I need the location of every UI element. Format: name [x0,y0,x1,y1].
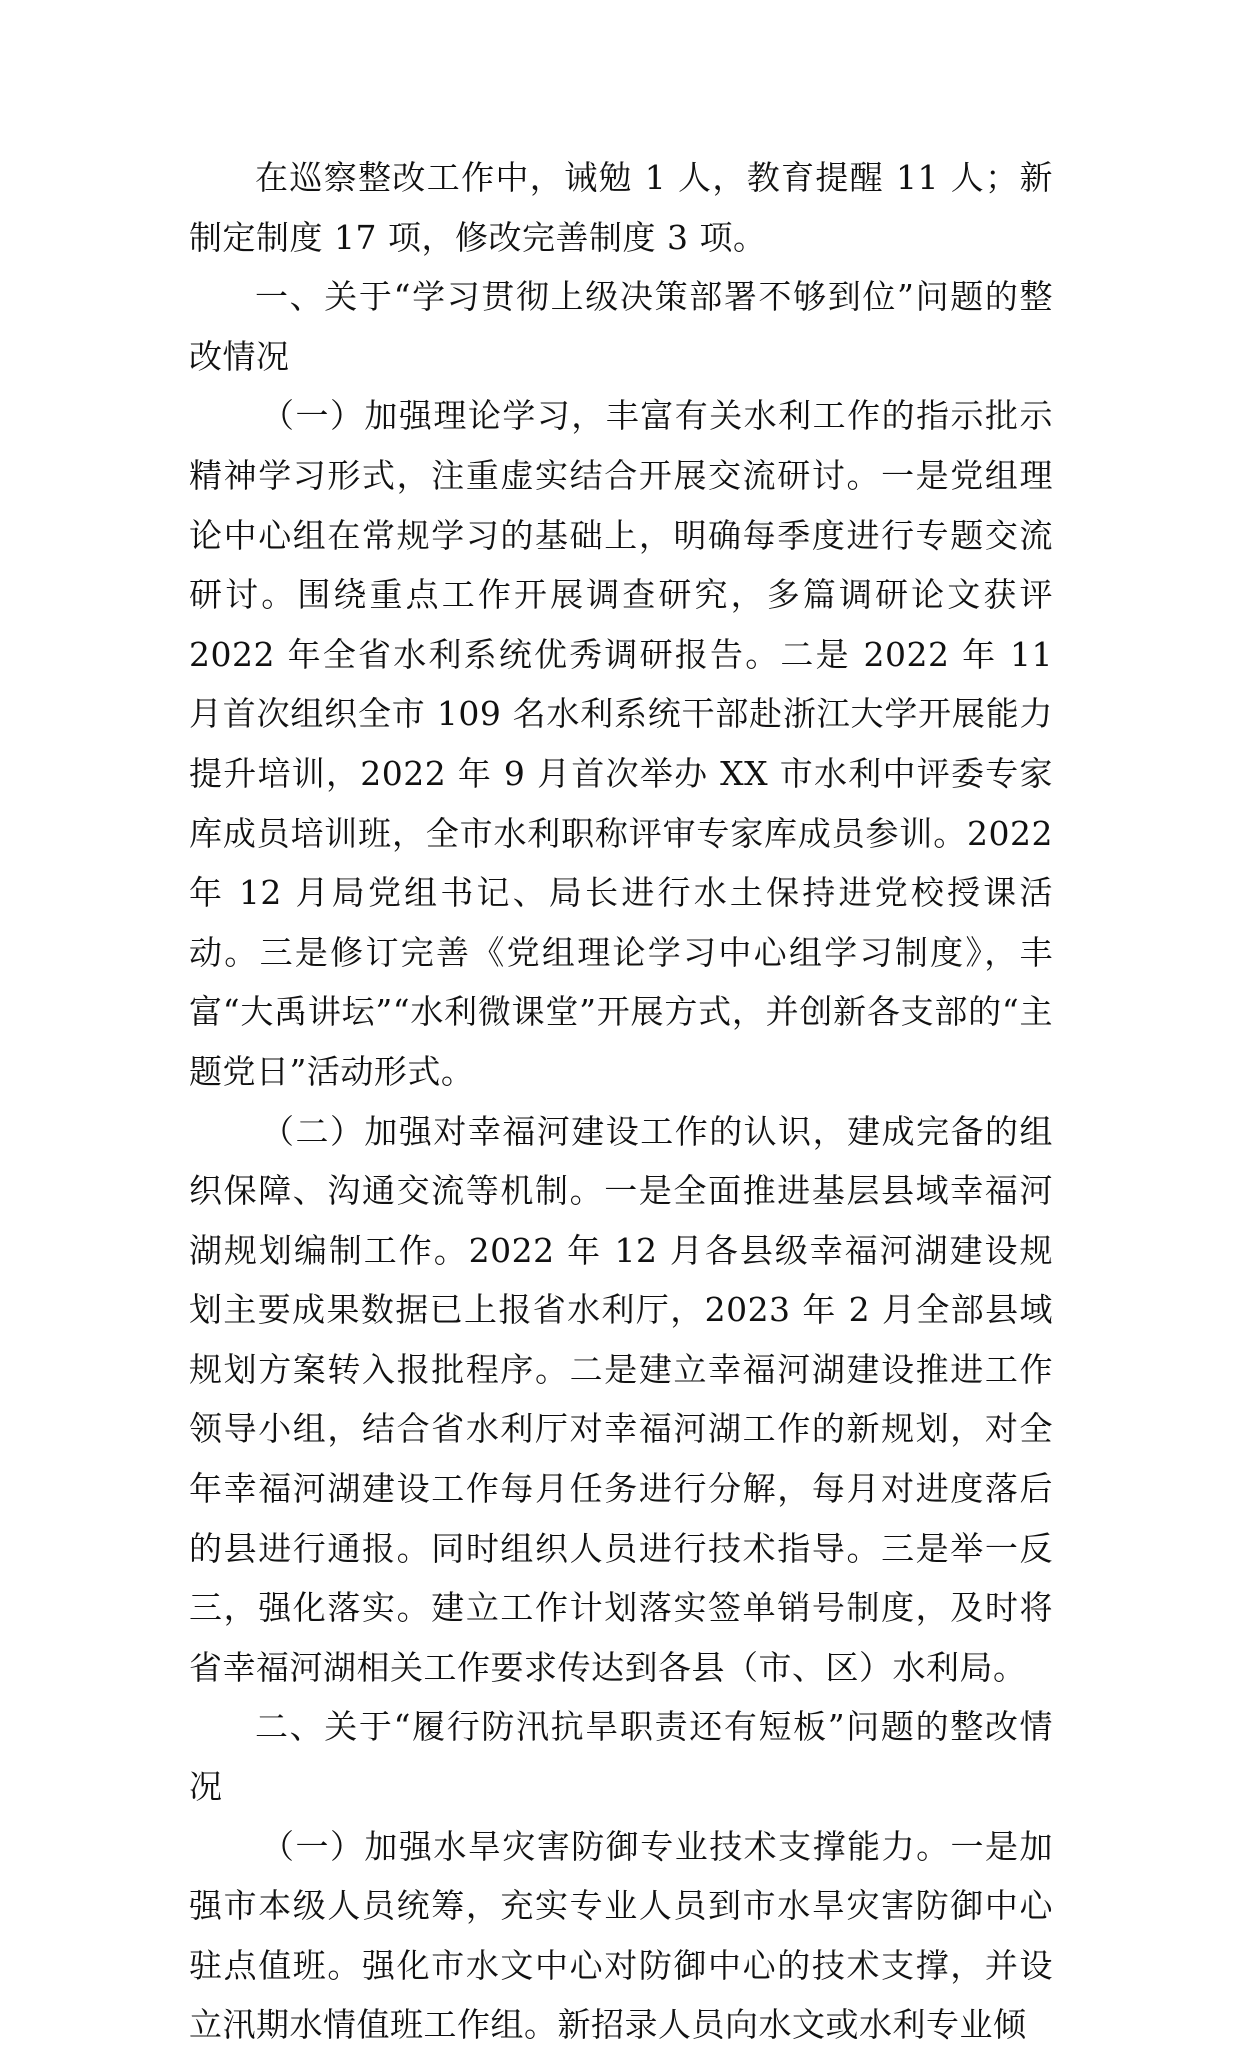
section-1-item-1: （一）加强理论学习，丰富有关水利工作的指示批示精神学习形式，注重虚实结合开展交流研讨。一是党组理论中心组在常规学习的基础上，明确每季度进行专题交流研讨。围绕重点工作开展调查研究，多篇调研论文获评 2022 年全省水利系统优秀调研报告。二是 2022 年 11 月首次组织全市 109 名水利系统干部赴浙江大学开展能力提升培训，2022 年 9 月首次举办 XX 市水利中评委专家库成员培训班，全市水利职称评审专家库成员参训。2022 年 12 月局党组书记、局长进行水土保持进党校授课活动。三是修订完善《党组理论学习中心组学习制度》，丰富“大禹讲坛”“水利微课堂”开展方式，并创新各支部的“主题党日”活动形式。 [189,396,1053,1091]
summary-paragraph: 在巡察整改工作中，诫勉 1 人，教育提醒 11 人；新制定制度 17 项，修改完善制度 3 项。 [189,158,1053,257]
section-heading-2: 二、关于“履行防汛抗旱职责还有短板”问题的整改情况 [189,1707,1053,1807]
section-heading-1: 一、关于“学习贯彻上级决策部署不够到位”问题的整改情况 [189,277,1053,376]
section-1-item-2: （二）加强对幸福河建设工作的认识，建成完备的组织保障、沟通交流等机制。一是全面推进基层县域幸福河湖规划编制工作。2022 年 12 月各县级幸福河湖建设规划主要成果数据已上报省水利厅，2023 年 2 月全部县域规划方案转入报批程序。二是建立幸福河湖建设推进工作领导小组，结合省水利厅对幸福河湖工作的新规划，对全年幸福河湖建设工作每月任务进行分解，每月对进度落后的县进行通报。同时组织人员进行技术指导。三是举一反三，强化落实。建立工作计划落实签单销号制度，及时将省幸福河湖相关工作要求传达到各县（市、区）水利局。 [189,1111,1053,1687]
section-2-item-1: （一）加强水旱灾害防御专业技术支撑能力。一是加强市本级人员统筹，充实专业人员到市水旱灾害防御中心驻点值班。强化市水文中心对防御中心的技术支撑，并设立汛期水情值班工作组。新招录人员向水文或水利专业倾 [189,1826,1053,2045]
document-body [189,148,1053,2055]
